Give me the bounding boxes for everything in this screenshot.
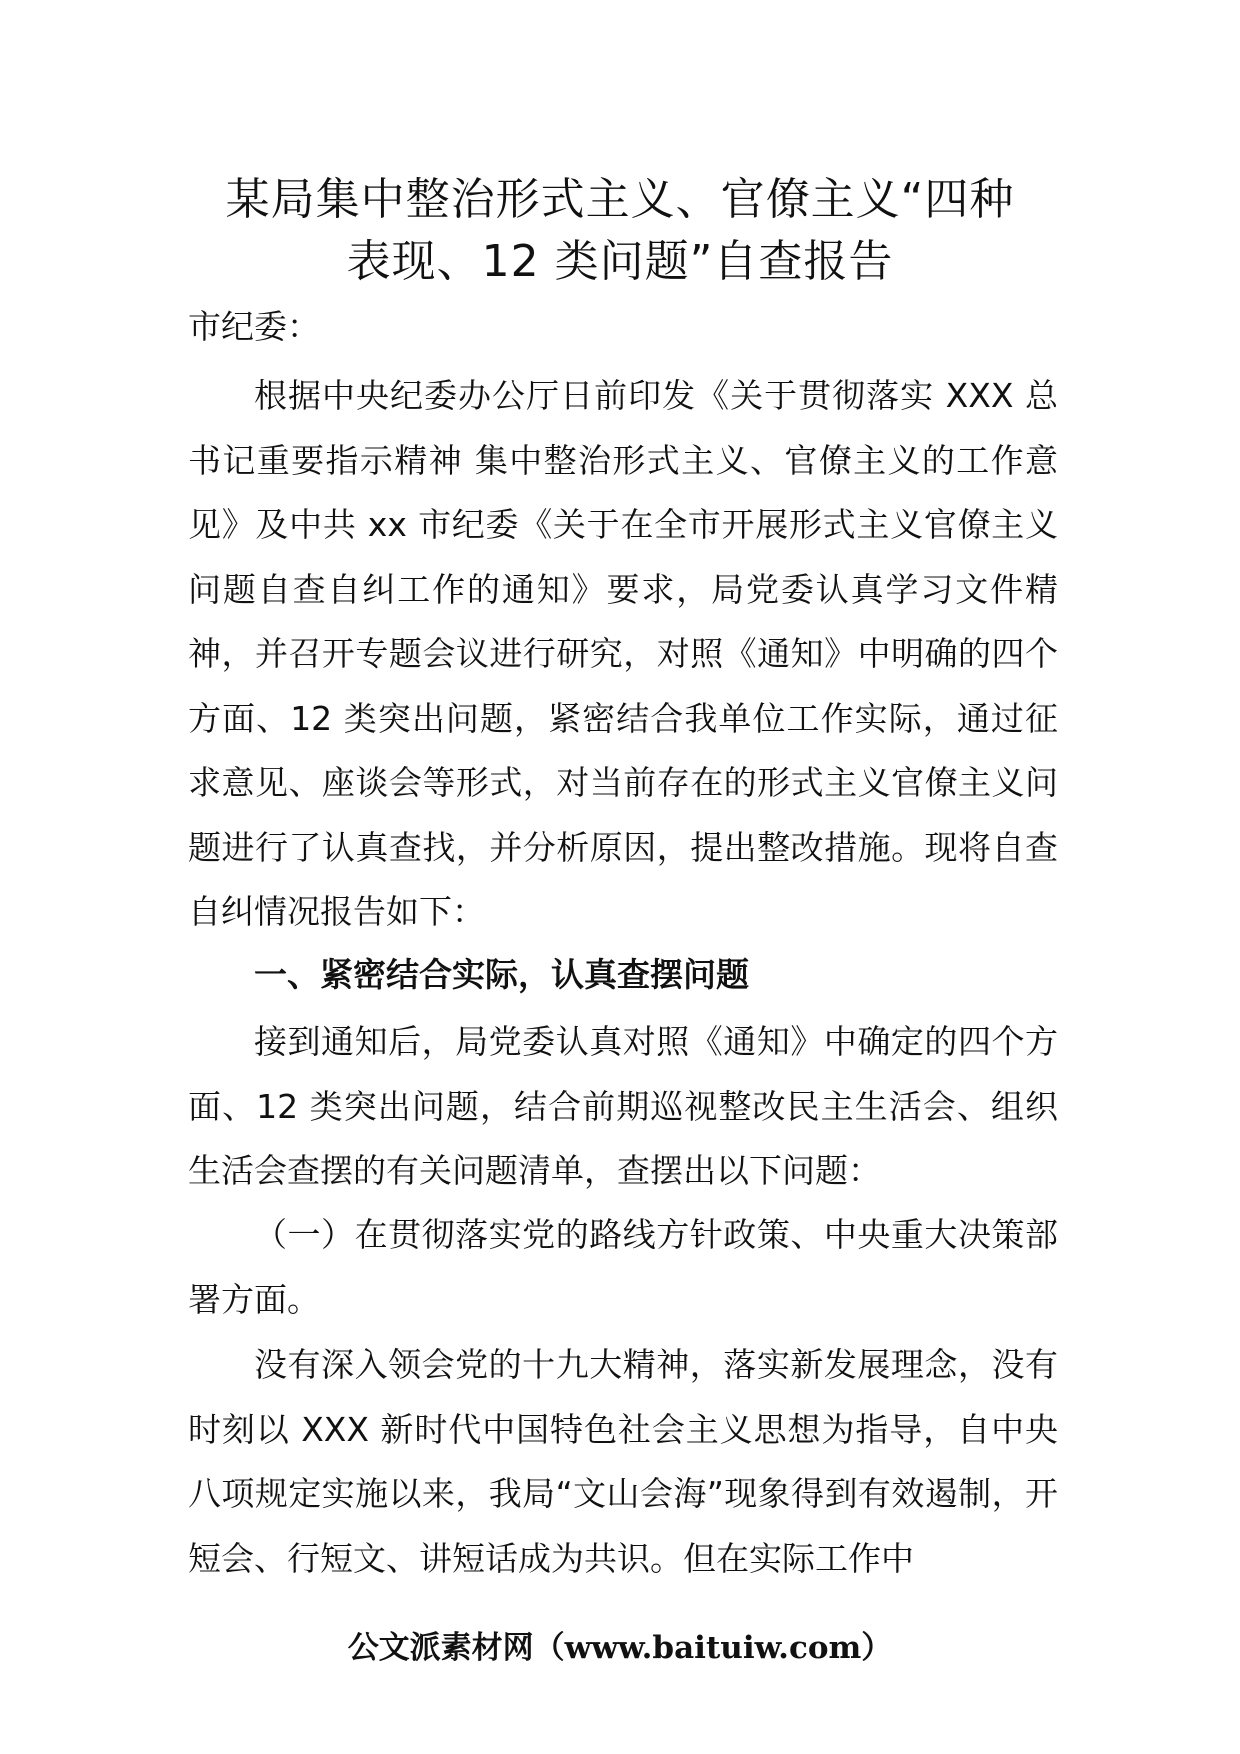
subsection-heading-1: （一）在贯彻落实党的路线方针政策、中央重大决策部署方面。 (188, 1215, 1058, 1319)
section-heading-1: 一、紧密结合实际，认真查摆问题 (254, 955, 749, 994)
paragraph-section1: 接到通知后，局党委认真对照《通知》中确定的四个方面、12 类突出问题，结合前期巡视整改民主生活会、组织生活会查摆的有关问题清单，查摆出以下问题： (188, 1022, 1058, 1190)
paragraph-intro: 根据中央纪委办公厅日前印发《关于贯彻落实 XXX 总书记重要指示精神 集中整治形式主义、官僚主义的工作意见》及中共 xx 市纪委《关于在全市开展形式主义官僚主义问题自查自纠工作的通知》要求，局党委认真学习文件精神，并召开专题会议进行研究，对照《通知》中明确的四个方面、12 类突出问题，紧密结合我单位工作实际，通过征求意见、座谈会等形式，对当前存在的形式主义官僚主义问题进行了认真查找，并分析原因，提出整改措施。现将自查自纠情况报告如下： (188, 376, 1058, 931)
document-title-line-1: 某局集中整治形式主义、官僚主义“四种 (225, 174, 1015, 225)
footer-watermark: 公文派素材网（www.baituiw.com） (347, 1630, 893, 1666)
salutation: 市纪委： (188, 307, 320, 346)
paragraph-subsection1: 没有深入领会党的十九大精神，落实新发展理念，没有时刻以 XXX 新时代中国特色社会主义思想为指导，自中央八项规定实施以来，我局“文山会海”现象得到有效遏制，开短会、行短文、讲短话成为共识。但在实际工作中 (188, 1345, 1058, 1578)
document-title-line-2: 表现、12 类问题”自查报告 (346, 236, 894, 287)
